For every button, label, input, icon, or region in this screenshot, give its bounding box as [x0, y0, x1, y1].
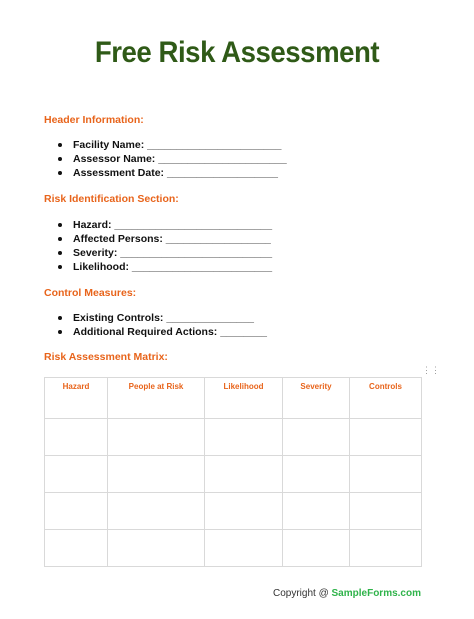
control-measures-list — [58, 311, 267, 339]
table-cell[interactable] — [205, 530, 283, 567]
table-cell[interactable] — [108, 530, 205, 567]
table-cell[interactable] — [283, 419, 350, 456]
list-item — [58, 218, 272, 232]
bullet-icon — [58, 143, 62, 147]
facility-name-field: Facility Name: _______________________ — [73, 139, 282, 151]
assessor-name-field: Assessor Name: ______________________ — [73, 153, 287, 165]
table-row — [45, 456, 422, 493]
list-item — [58, 152, 287, 166]
list-item — [58, 246, 272, 260]
table-cell[interactable] — [205, 419, 283, 456]
bullet-icon — [58, 223, 62, 227]
footer-copyright — [273, 588, 421, 600]
column-header-severity: Severity — [283, 378, 350, 419]
risk-identification-list — [58, 218, 272, 274]
bullet-icon — [58, 157, 62, 161]
table-cell[interactable] — [45, 419, 108, 456]
table-cell[interactable] — [205, 456, 283, 493]
section-heading-control-measures: Control Measures: — [44, 287, 137, 299]
list-item — [58, 232, 272, 246]
bullet-icon — [58, 330, 62, 334]
table-cell[interactable] — [45, 493, 108, 530]
table-row — [45, 530, 422, 567]
column-header-people-at-risk: People at Risk — [108, 378, 205, 419]
table-cell[interactable] — [350, 419, 422, 456]
list-item — [58, 260, 272, 274]
column-header-controls: Controls — [350, 378, 422, 419]
table-cell[interactable] — [205, 493, 283, 530]
table-cell[interactable] — [350, 493, 422, 530]
brand-link[interactable]: SampleForms.com — [331, 588, 421, 599]
assessment-date-field: Assessment Date: ___________________ — [73, 167, 278, 179]
table-row — [45, 419, 422, 456]
section-heading-risk-assessment-matrix: Risk Assessment Matrix: — [44, 351, 168, 363]
severity-field: Severity: __________________________ — [73, 247, 273, 259]
table-cell[interactable] — [283, 530, 350, 567]
table-row — [45, 493, 422, 530]
bullet-icon — [58, 237, 62, 241]
drag-handle-icon[interactable]: ⋮⋮ — [422, 365, 440, 375]
copyright-text: Copyright @ — [273, 588, 332, 599]
table-cell[interactable] — [45, 530, 108, 567]
header-information-list — [58, 138, 287, 180]
table-cell[interactable] — [283, 456, 350, 493]
page-title: Free Risk Assessment — [94, 36, 380, 69]
table-cell[interactable] — [108, 493, 205, 530]
existing-controls-field: Existing Controls: _______________ — [73, 312, 254, 324]
section-heading-header-information: Header Information: — [44, 114, 144, 126]
column-header-hazard: Hazard — [45, 378, 108, 419]
table-cell[interactable] — [108, 456, 205, 493]
bullet-icon — [58, 316, 62, 320]
list-item — [58, 166, 287, 180]
table-cell[interactable] — [108, 419, 205, 456]
table-cell[interactable] — [350, 456, 422, 493]
table-cell[interactable] — [283, 493, 350, 530]
likelihood-field: Likelihood: ________________________ — [73, 261, 273, 273]
bullet-icon — [58, 171, 62, 175]
table-cell[interactable] — [350, 530, 422, 567]
hazard-field: Hazard: ___________________________ — [73, 219, 273, 231]
table-header-row — [45, 378, 422, 419]
section-heading-risk-identification: Risk Identification Section: — [44, 193, 179, 205]
risk-assessment-matrix-table — [44, 377, 422, 567]
table-cell[interactable] — [45, 456, 108, 493]
additional-actions-field: Additional Required Actions: ________ — [73, 326, 267, 338]
list-item — [58, 138, 287, 152]
bullet-icon — [58, 265, 62, 269]
list-item — [58, 325, 267, 339]
bullet-icon — [58, 251, 62, 255]
list-item — [58, 311, 267, 325]
affected-persons-field: Affected Persons: __________________ — [73, 233, 271, 245]
column-header-likelihood: Likelihood — [205, 378, 283, 419]
